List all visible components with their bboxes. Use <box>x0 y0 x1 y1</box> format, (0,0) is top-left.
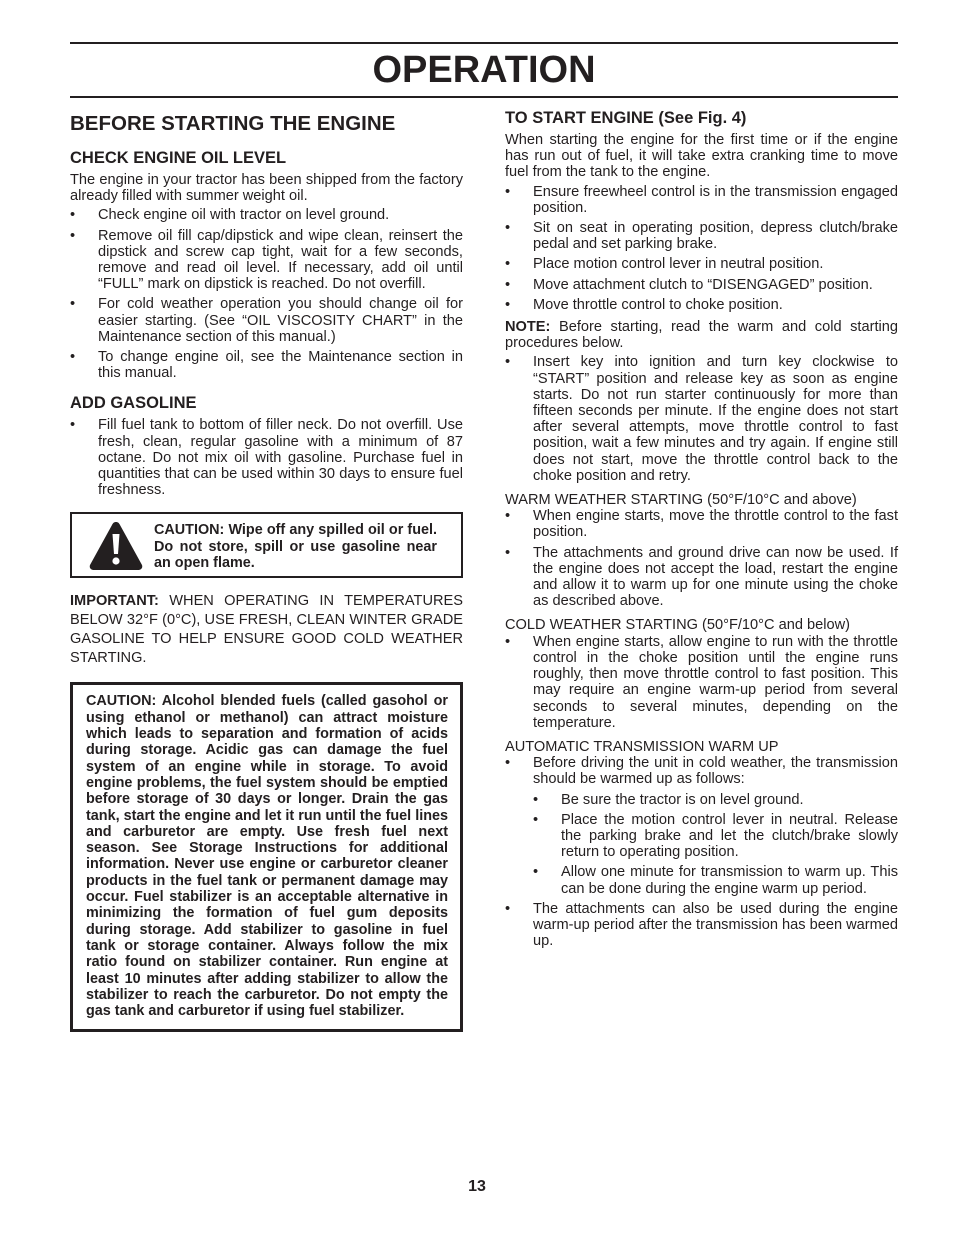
list-item: • To change engine oil, see the Maintenance section in this manual. <box>70 349 463 382</box>
note-text: Before starting, read the warm and cold starting procedures below. <box>505 319 898 352</box>
list-item: • Fill fuel tank to bottom of filler neck. Do not overfill. Use fresh, clean, regular gasoline with a minimum of 87 octane. Do not mix oil with gasoline. Purchase fuel in quantities that can be used within 30 days to ensure fuel freshness. <box>70 417 463 499</box>
subsection-title-gasoline: ADD GASOLINE <box>70 394 197 413</box>
note <box>505 319 898 351</box>
list-item: • Be sure the tractor is on level ground. <box>533 791 804 808</box>
auto-list <box>505 755 898 949</box>
cold-weather-title: COLD WEATHER STARTING (50°F/10°C and below) <box>505 617 850 634</box>
list-item: • Before driving the unit in cold weather, the transmission should be warmed up as follows: • Be sure the tractor is on level ground. • Place the motion control lever in neutral. Release the parking brake and let the clutch/brake slowly return to operating position. • Allow one minute for transmission to warm up. This can be done during the engine warm up period. <box>505 755 898 897</box>
bullet: • <box>505 256 511 273</box>
list-item: • Place the motion control lever in neutral. Release the parking brake and let the clutch/brake slowly return to operating position. <box>533 811 898 861</box>
list-item: • When engine starts, allow engine to run with the throttle control in the choke position until the engine runs roughly, then move throttle control to fast position. This may require an engine warm-up period from several seconds to several minutes, depending on the temperature. <box>505 633 898 731</box>
start-intro: When starting the engine for the first time or if the engine has run out of fuel, it will take extra cranking time to move fuel from the tank to the engine. <box>505 132 898 181</box>
list-item: • Allow one minute for transmission to warm up. This can be done during the engine warm up period. <box>533 864 898 897</box>
page-number: 13 <box>468 1178 486 1195</box>
caution-box-spill <box>70 512 463 578</box>
list-item: • Remove oil fill cap/dipstick and wipe clean, reinsert the dipstick and screw cap tight, wait for a few seconds, remove and read oil level. If necessary, add oil until “FULL” mark on dipstick is reached. Do not overfill. <box>70 227 463 293</box>
bullet: • <box>533 864 539 881</box>
section-title-start-engine: TO START ENGINE (See Fig. 4) <box>505 109 747 127</box>
list-item: • The attachments can also be used during the engine warm-up period after the transmission has been warmed up. <box>505 900 899 950</box>
caution-box-alcohol: CAUTION: Alcohol blended fuels (called gasohol or using ethanol or methanol) can attract moisture which leads to separation and formation of acids during storage. Acidic gas can damage the fuel system of an engine while in storage. To avoid engine problems, the fuel system should be emptied before storage of 30 days or longer. Drain the gas tank, start the engine and let it run until the fuel lines and carburetor are empty. Use fresh fuel next season. See Storage Instructions for additional information. Never use engine or carburetor cleaner products in the fuel tank or permanent damage may occur. Fuel stabilizer is an acceptable alternative in minimizing the formation of fuel gum deposits during storage. Add stabilizer to gasoline in fuel tank or storage container. Always follow the mix ratio found on stabilizer container. Run engine at least 10 minutes after adding stabilizer to allow the stabilizer to reach the carburetor. Do not empty the gas tank and carburetor if using fuel stabilizer. <box>70 682 463 1032</box>
oil-list <box>70 207 463 381</box>
note-label: NOTE: <box>505 319 551 336</box>
list-item: • Place motion control lever in neutral position. <box>505 256 824 273</box>
bullet: • <box>505 633 511 650</box>
list-item: • When engine starts, move the throttle control to the fast position. <box>505 508 898 541</box>
bullet: • <box>70 296 76 313</box>
section-title-before-starting: BEFORE STARTING THE ENGINE <box>70 112 396 135</box>
right-column <box>505 108 898 953</box>
bullet: • <box>505 508 511 525</box>
caution-text-spill: CAUTION: Wipe off any spilled oil or fuel. Do not store, spill or use gasoline near an open flame. <box>154 522 437 571</box>
auto-sublist <box>533 792 898 897</box>
list-item: • Sit on seat in operating position, depress clutch/brake pedal and set parking brake. <box>505 220 898 253</box>
bullet: • <box>70 207 76 224</box>
gasoline-list <box>70 417 463 498</box>
bullet: • <box>533 791 539 808</box>
bullet: • <box>70 349 76 366</box>
bullet: • <box>505 220 511 237</box>
bullet: • <box>505 354 511 371</box>
subsection-title-oil: CHECK ENGINE OIL LEVEL <box>70 149 287 167</box>
left-column <box>70 108 463 1032</box>
bullet: • <box>70 227 76 244</box>
list-item: • Check engine oil with tractor on level ground. <box>70 207 390 224</box>
warning-triangle-icon <box>88 520 144 572</box>
auto-transmission-title: AUTOMATIC TRANSMISSION WARM UP <box>505 738 779 755</box>
bullet: • <box>533 811 539 828</box>
important-notice <box>70 592 463 668</box>
oil-intro: The engine in your tractor has been shipped from the factory already filled with summer weight oil. <box>70 172 463 205</box>
bullet: • <box>70 417 76 434</box>
list-item: • Move attachment clutch to “DISENGAGED” position. <box>505 276 873 293</box>
header-bottom-rule <box>70 96 898 98</box>
header-top-rule <box>70 42 898 44</box>
page-title: OPERATION <box>372 49 596 91</box>
important-label: IMPORTANT: <box>70 593 159 610</box>
list-item: • Ensure freewheel control is in the transmission engaged position. <box>505 183 898 216</box>
bullet: • <box>505 900 511 917</box>
key-list <box>505 354 898 484</box>
bullet: • <box>505 755 511 772</box>
start-list <box>505 184 898 313</box>
warm-weather-title: WARM WEATHER STARTING (50°F/10°C and above) <box>505 492 857 509</box>
list-item: • Move throttle control to choke position. <box>505 296 783 313</box>
list-item: • For cold weather operation you should change oil for easier starting. (See “OIL VISCOSITY CHART” in the Maintenance section of this manual.) <box>70 296 463 345</box>
warm-list <box>505 508 898 609</box>
bullet: • <box>505 544 511 561</box>
list-item: • The attachments and ground drive can now be used. If the engine does not accept the load, restart the engine and allow it to warm up for one minute using the choke as described above. <box>505 544 898 610</box>
cold-list <box>505 634 898 731</box>
important-text: WHEN OPERATING IN TEMPERATURES BELOW 32°F (0°C), USE FRESH, CLEAN WINTER GRADE GASOLINE TO HELP ENSURE GOOD COLD WEATHER STARTING. <box>70 593 463 667</box>
bullet: • <box>505 296 511 313</box>
bullet: • <box>505 183 511 200</box>
list-item: • Insert key into ignition and turn key clockwise to “START” position and release key as soon as engine starts. Do not run starter continuously for more than fifteen seconds per minute. If the engine does not start after several attempts, move throttle control to fast position, wait a few minutes and try again. If engine still does not start, move the throttle control back to the choke position and retry. <box>505 354 898 484</box>
bullet: • <box>505 276 511 293</box>
